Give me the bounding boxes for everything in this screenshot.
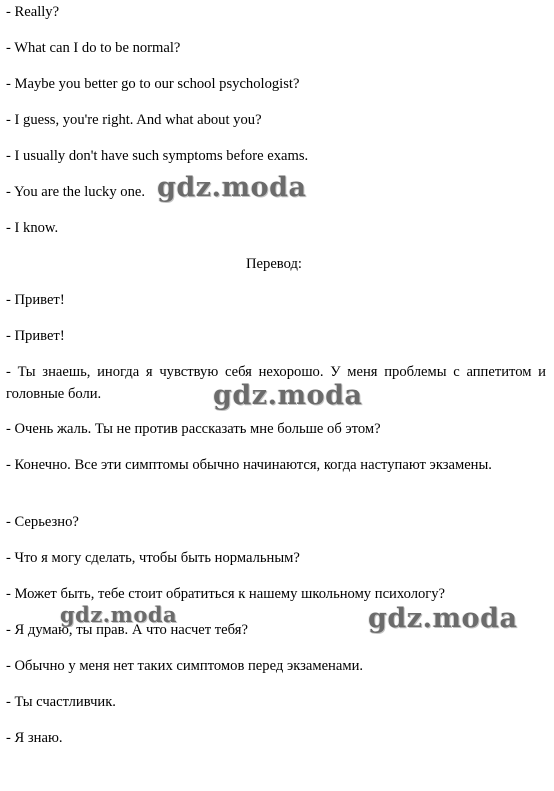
dialogue-line-ru: - Привет! [6, 328, 65, 344]
dialogue-line-ru: - Серьезно? [6, 514, 79, 530]
dialogue-line-ru: - Привет! [6, 292, 65, 308]
watermark-logo: gdz.moda [368, 603, 518, 634]
dialogue-line-ru: - Очень жаль. Ты не против рассказать мне больше об этом? [6, 421, 381, 437]
dialogue-line-en: - You are the lucky one. [6, 184, 146, 200]
dialogue-line-en: - I guess, you're right. And what about you? [6, 112, 262, 128]
dialogue-line-en: - Really? [6, 4, 60, 20]
dialogue-line-en: - Maybe you better go to our school psychologist? [6, 76, 300, 92]
dialogue-line-ru: - Я думаю, ты прав. А что насчет тебя? [6, 622, 248, 638]
translation-heading: Перевод: [246, 256, 302, 272]
dialogue-line-ru: - Может быть, тебе стоит обратиться к нашему школьному психологу? [6, 586, 446, 602]
watermark-logo: gdz.moda [60, 602, 178, 627]
dialogue-line-ru: - Я знаю. [6, 730, 63, 746]
dialogue-line-en: - I know. [6, 220, 59, 236]
watermark-logo: gdz.moda [213, 380, 363, 411]
dialogue-line-en: - What can I do to be normal? [6, 40, 181, 56]
dialogue-line-ru: - Ты счастливчик. [6, 694, 116, 710]
dialogue-line-ru: - Обычно у меня нет таких симптомов перед экзаменами. [6, 658, 364, 674]
dialogue-paragraph-ru: - Ты знаешь, иногда я чувствую себя нехорошо. У меня проблемы с аппетитом и головные боли. [6, 364, 546, 402]
watermark-logo: gdz.moda [157, 172, 307, 203]
dialogue-line-ru: - Что я могу сделать, чтобы быть нормальным? [6, 550, 300, 566]
dialogue-line-en: - I usually don't have such symptoms before exams. [6, 148, 309, 164]
dialogue-paragraph-ru: - Конечно. Все эти симптомы обычно начинаются, когда наступают экзамены. [6, 457, 492, 473]
